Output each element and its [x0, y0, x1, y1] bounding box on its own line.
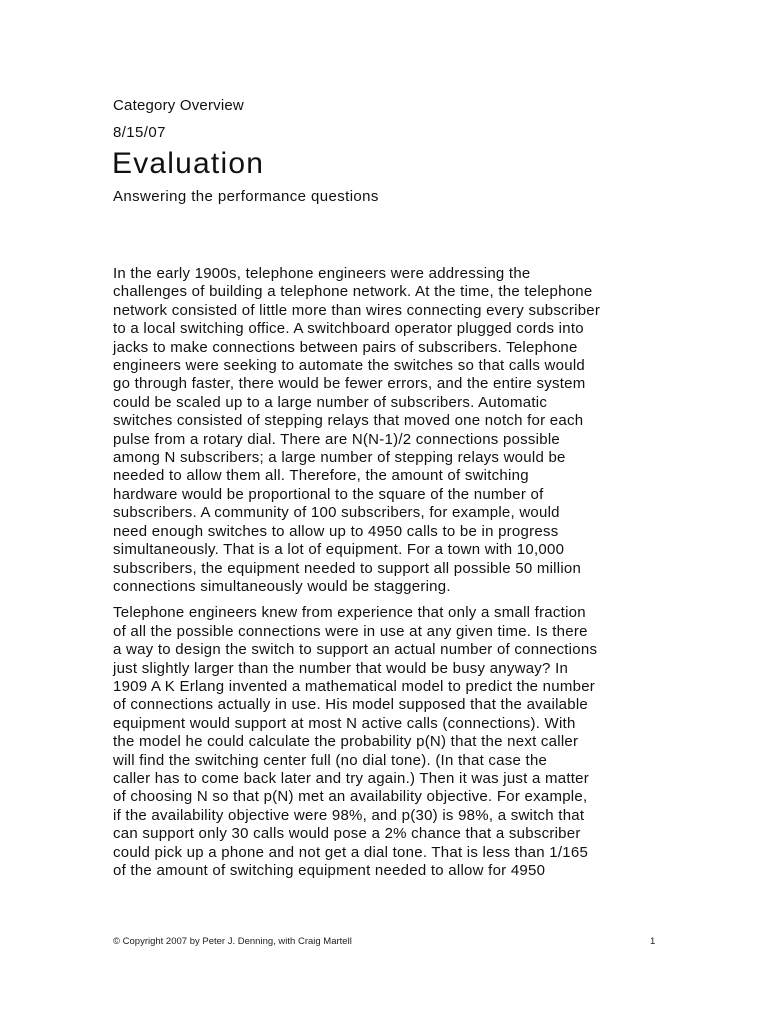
text-line: of all the possible connections were in use at any given time. Is there [113, 622, 588, 640]
text-line: of choosing N so that p(N) met an availability objective. For example, [113, 788, 588, 806]
text-line: In the early 1900s, telephone engineers were addressing the [113, 265, 531, 282]
text-line: need enough switches to allow up to 4950 calls to be in progress [113, 522, 559, 540]
text-line: to a local switching office. A switchboard operator plugged cords into [113, 320, 584, 338]
text-line: connections simultaneously would be staggering. [113, 577, 451, 595]
document-date: 8/15/07 [113, 124, 166, 141]
text-line: caller has to come back later and try again.) Then it was just a matter [113, 769, 590, 787]
text-line: a way to design the switch to support an actual number of connections [113, 641, 598, 659]
paragraph-2 [113, 604, 673, 880]
text-line: of the amount of switching equipment needed to allow for 4950 [113, 862, 546, 879]
text-line: could be scaled up to a large number of subscribers. Automatic [113, 393, 548, 411]
text-line: go through faster, there would be fewer errors, and the entire system [113, 375, 586, 393]
text-line: subscribers, the equipment needed to support all possible 50 million [113, 559, 582, 577]
text-line: could pick up a phone and not get a dial tone. That is less than 1/165 [113, 843, 589, 861]
category-label: Category Overview [113, 97, 244, 114]
text-line: subscribers. A community of 100 subscribers, for example, would [113, 504, 560, 522]
text-line: pulse from a rotary dial. There are N(N-1)/2 connections possible [113, 430, 561, 448]
text-line: will find the switching center full (no dial tone). (In that case the [113, 751, 548, 769]
text-line: if the availability objective were 98%, and p(30) is 98%, a switch that [113, 806, 585, 824]
text-line: network consisted of little more than wires connecting every subscriber [113, 301, 601, 319]
text-line: jacks to make connections between pairs of subscribers. Telephone [113, 338, 578, 356]
text-line: among N subscribers; a large number of stepping relays would be [113, 449, 566, 467]
paragraph-1 [113, 265, 673, 596]
text-line: switches consisted of stepping relays that moved one notch for each [113, 412, 584, 430]
text-line: Telephone engineers knew from experience that only a small fraction [113, 604, 586, 622]
text-line: the model he could calculate the probability p(N) that the next caller [113, 733, 579, 751]
page-subtitle: Answering the performance questions [113, 188, 379, 205]
text-line: can support only 30 calls would pose a 2% chance that a subscriber [113, 825, 581, 843]
text-line: equipment would support at most N active calls (connections). With [113, 714, 576, 732]
text-line: just slightly larger than the number that would be busy anyway? In [113, 659, 569, 677]
text-line: challenges of building a telephone network. At the time, the telephone [113, 283, 593, 301]
text-line: needed to allow them all. Therefore, the amount of switching [113, 467, 529, 485]
text-line: engineers were seeking to automate the switches so that calls would [113, 357, 586, 375]
text-line: of connections actually in use. His model supposed that the available [113, 696, 589, 714]
page-title: Evaluation [112, 147, 265, 180]
body-text [113, 265, 673, 888]
copyright-notice: © Copyright 2007 by Peter J. Denning, with Craig Martell [113, 936, 352, 947]
text-line: hardware would be proportional to the square of the number of [113, 485, 544, 503]
text-line: simultaneously. That is a lot of equipment. For a town with 10,000 [113, 541, 565, 559]
page-number: 1 [650, 936, 656, 947]
text-line: 1909 A K Erlang invented a mathematical model to predict the number [113, 677, 596, 695]
